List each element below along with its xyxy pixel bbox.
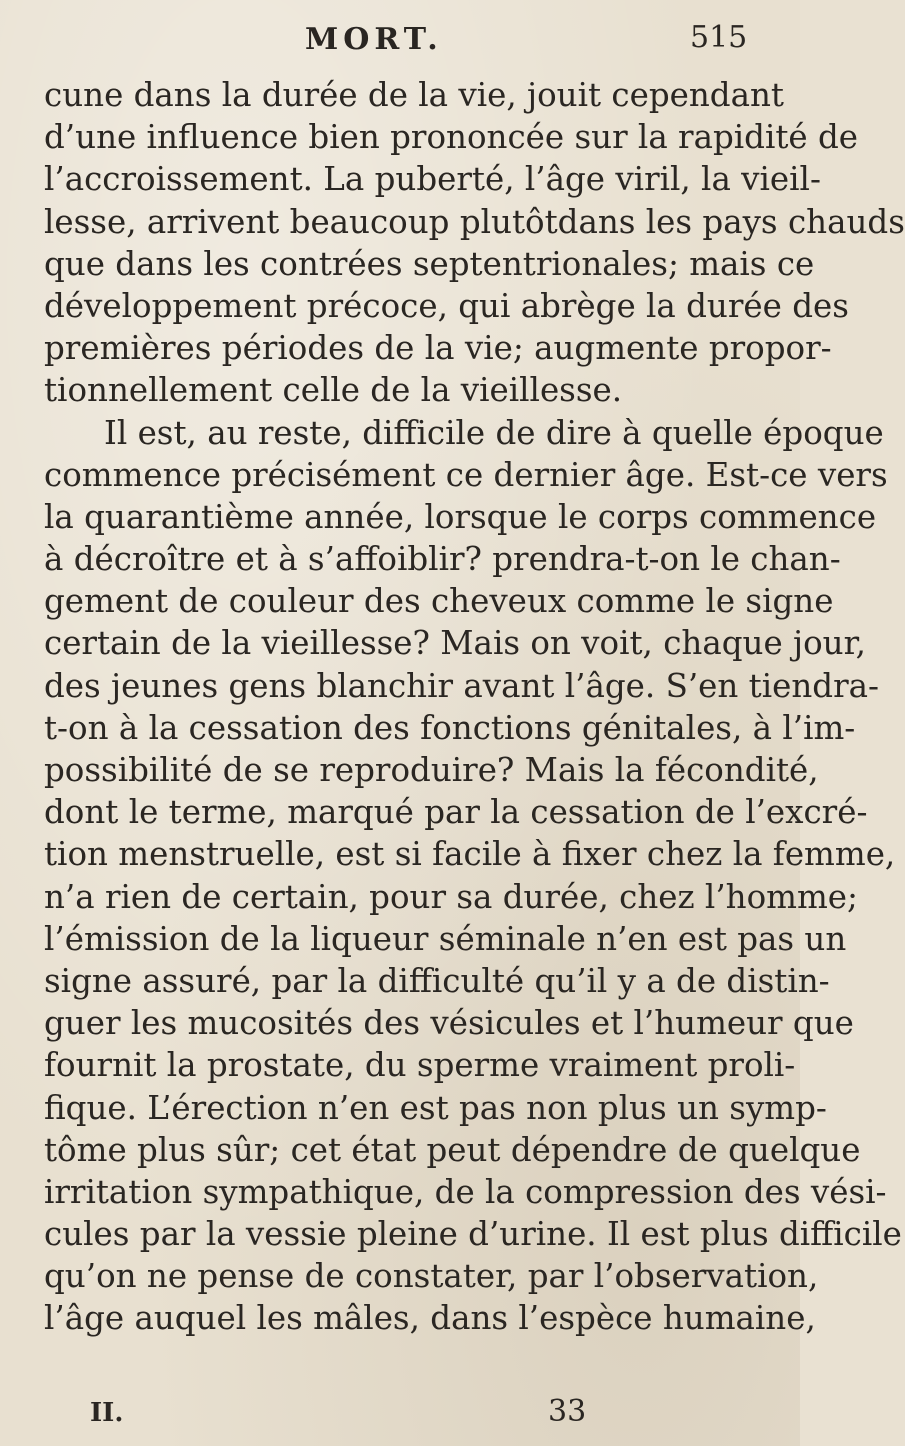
text-line: guer les mucosités des vésicules et l’humeur que [44,1004,854,1043]
text-line: signe assuré, par la difficulté qu’il y a de distin- [44,961,830,1000]
text-line: premières périodes de la vie; augmente propor- [44,329,832,368]
text-line: Il est, au reste, difficile de dire à quelle époque [104,413,884,452]
text-line: tôme plus sûr; cet état peut dépendre de quelque [44,1130,861,1169]
text-line: qu’on ne pense de constater, par l’observation, [44,1257,819,1296]
text-line: n’a rien de certain, pour sa durée, chez l’homme; [44,877,858,916]
signature-mark: 33 [548,1394,587,1429]
text-line: à décroître et à s’affoiblir? prendra-t-on le chan- [44,540,841,579]
page-footer [0,1394,800,1438]
text-line: tionnellement celle de la vieillesse. [44,371,623,410]
running-head: MORT. [305,22,443,57]
page-header [0,18,800,58]
text-line: tion menstruelle, est si facile à fixer chez la femme, [44,835,896,874]
text-line: que dans les contrées septentrionales; mais ce [44,244,815,283]
text-line: développement précoce, qui abrège la durée des [44,286,849,325]
text-line: commence précisément ce dernier âge. Est-ce vers [44,455,888,494]
text-line: l’émission de la liqueur séminale n’en est pas un [44,919,847,958]
text-line: l’accroissement. La puberté, l’âge viril, la vieil- [44,160,821,199]
text-line: lesse, arrivent beaucoup plutôtdans les pays chauds [44,202,905,241]
text-line: cules par la vessie pleine d’urine. Il est plus difficile [44,1215,902,1254]
body-text [44,74,905,1340]
text-line: la quarantième année, lorsque le corps commence [44,497,877,536]
text-line: fournit la prostate, du sperme vraiment proli- [44,1046,796,1085]
text-line: gement de couleur des cheveux comme le signe [44,582,834,621]
page-number: 515 [690,20,748,55]
text-line: certain de la vieillesse? Mais on voit, chaque jour, [44,624,866,663]
text-line: fique. L’érection n’en est pas non plus un symp- [44,1088,827,1127]
volume-mark: II. [90,1398,124,1428]
text-line: possibilité de se reproduire? Mais la fécondité, [44,751,819,789]
text-line: dont le terme, marqué par la cessation de l’excré- [44,793,868,832]
text-line: t-on à la cessation des fonctions génitales, à l’im- [44,708,856,747]
text-line: des jeunes gens blanchir avant l’âge. S’en tiendra- [44,666,879,705]
text-line: d’une influence bien prononcée sur la rapidité de [44,118,859,157]
text-line: cune dans la durée de la vie, jouit cependant [44,76,784,114]
text-line: l’âge auquel les mâles, dans l’espèce humaine, [44,1299,816,1338]
text-line: irritation sympathique, de la compression des vési- [44,1172,887,1211]
